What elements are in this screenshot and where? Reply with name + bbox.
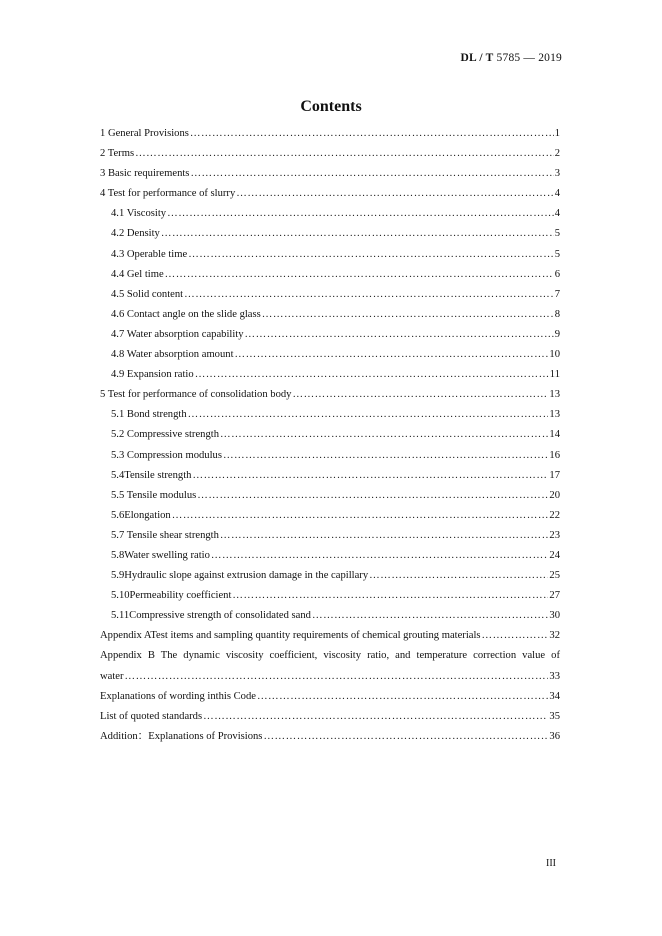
- toc-entry-page: 13: [549, 409, 560, 421]
- toc-entry[interactable]: [100, 707, 560, 727]
- toc-leader-dots: [220, 526, 548, 546]
- toc-entry-page: 5: [554, 248, 560, 260]
- toc-entry-page: 33: [549, 670, 560, 682]
- toc-entry-page: 30: [549, 610, 560, 622]
- toc-leader-dots: [236, 184, 553, 204]
- toc-entry[interactable]: [100, 164, 560, 184]
- toc-leader-dots: [195, 365, 549, 385]
- toc-main-entries: [100, 124, 560, 646]
- toc-leader-dots: [292, 385, 548, 405]
- toc-entry-page: 4: [554, 188, 560, 200]
- toc-entry-text: 4 Test for performance of slurry: [100, 188, 236, 200]
- toc-entry[interactable]: [100, 345, 560, 365]
- toc-entry[interactable]: [100, 184, 560, 204]
- toc-entry[interactable]: [100, 506, 560, 526]
- toc-entry-page: 22: [549, 509, 560, 521]
- toc-entry-appendix-b[interactable]: [100, 646, 560, 686]
- toc-entry[interactable]: [100, 466, 560, 486]
- toc-entry[interactable]: [100, 486, 560, 506]
- toc-leader-dots: [167, 204, 554, 224]
- toc-leader-dots: [220, 425, 548, 445]
- toc-entry-text: 4.5 Solid content: [111, 288, 184, 300]
- toc-tail-entries: [100, 687, 560, 747]
- toc-leader-dots: [190, 124, 554, 144]
- toc-entry-text: List of quoted standards: [100, 710, 203, 722]
- toc-entry[interactable]: [100, 425, 560, 445]
- toc-entry-text: Explanations of wording inthis Code: [100, 690, 256, 702]
- toc-entry[interactable]: [100, 285, 560, 305]
- toc-entry[interactable]: [100, 727, 560, 747]
- toc-entry-text: 4.7 Water absorption capability: [111, 328, 244, 340]
- toc-entry[interactable]: [100, 224, 560, 244]
- toc-leader-dots: [257, 687, 548, 707]
- toc-entry-text: 5.10Permeability coefficient: [111, 590, 232, 602]
- toc-leader-dots: [161, 224, 554, 244]
- toc-entry-page: 3: [554, 168, 560, 180]
- toc-entry-text: 3 Basic requirements: [100, 168, 190, 180]
- toc-entry-text: Appendix ATest items and sampling quantity requirements of chemical grouting materials: [100, 630, 481, 642]
- toc-entry[interactable]: [100, 626, 560, 646]
- toc-leader-dots: [197, 486, 548, 506]
- document-code-prefix: DL / T: [460, 52, 494, 64]
- toc-leader-dots: [188, 405, 549, 425]
- toc-entry-page: 32: [549, 630, 560, 642]
- toc-entry-text: 5.9Hydraulic slope against extrusion damage in the capillary: [111, 570, 369, 582]
- toc-entry[interactable]: [100, 365, 560, 385]
- toc-entry-page: 6: [554, 268, 560, 280]
- toc-entry-page: 7: [554, 288, 560, 300]
- toc-entry[interactable]: [100, 144, 560, 164]
- toc-entry-page: 20: [549, 489, 560, 501]
- toc-entry-text: 5.3 Compression modulus: [111, 449, 222, 461]
- toc-entry-text: 4.6 Contact angle on the slide glass: [111, 308, 261, 320]
- toc-entry-page: 13: [549, 389, 560, 401]
- toc-entry-page: 25: [549, 570, 560, 582]
- toc-entry-text: 4.8 Water absorption amount: [111, 349, 234, 361]
- toc-entry-page: 11: [549, 369, 560, 381]
- toc-entry-page: 14: [549, 429, 560, 441]
- toc-leader-dots: [172, 506, 549, 526]
- toc-entry-page: 4: [554, 208, 560, 220]
- toc-entry-text: water: [100, 670, 124, 682]
- toc-entry-page: 27: [549, 590, 560, 602]
- toc-leader-dots: [125, 667, 549, 687]
- toc-leader-dots: [312, 606, 548, 626]
- toc-entry-text: 5.6Elongation: [111, 509, 171, 521]
- toc-entry-text: 4.1 Viscosity: [111, 208, 167, 220]
- toc-entry-text: 5.4Tensile strength: [111, 469, 192, 481]
- page-number: III: [546, 858, 556, 869]
- toc-entry-text: 2 Terms: [100, 148, 135, 160]
- page-title: Contents: [300, 98, 362, 115]
- toc-entry-text: 1 General Provisions: [100, 128, 189, 139]
- toc-entry-page: 5: [554, 228, 560, 240]
- toc-entry[interactable]: [100, 385, 560, 405]
- toc-entry-text: 4.9 Expansion ratio: [111, 369, 194, 381]
- document-code-header: [461, 52, 562, 64]
- toc-entry-page: 23: [549, 529, 560, 541]
- toc-entry[interactable]: [100, 526, 560, 546]
- toc-entry[interactable]: [100, 204, 560, 224]
- table-of-contents: [100, 124, 560, 747]
- toc-leader-dots: [262, 305, 554, 325]
- toc-leader-dots: [190, 164, 553, 184]
- toc-leader-dots: [184, 285, 554, 305]
- toc-entry-page: 8: [554, 308, 560, 320]
- toc-entry[interactable]: [100, 586, 560, 606]
- toc-entry[interactable]: [100, 265, 560, 285]
- toc-entry-text: 5.11Compressive strength of consolidated sand: [111, 610, 311, 622]
- toc-entry-text: 5.8Water swelling ratio: [111, 549, 210, 561]
- toc-entry-text: 4.3 Operable time: [111, 248, 188, 260]
- toc-entry-text: 4.4 Gel time: [111, 268, 164, 280]
- toc-entry-text: 5.1 Bond strength: [111, 409, 187, 421]
- toc-entry-text: Addition：Explanations of Provisions: [100, 730, 263, 742]
- toc-leader-dots: [188, 245, 554, 265]
- toc-entry-text: 5.7 Tensile shear strength: [111, 529, 219, 541]
- toc-entry-page: 34: [549, 690, 560, 702]
- toc-entry-page: 1: [554, 128, 560, 139]
- toc-entry[interactable]: [100, 446, 560, 466]
- toc-leader-dots: [223, 446, 548, 466]
- toc-entry[interactable]: [100, 325, 560, 345]
- toc-leader-dots: [211, 546, 549, 566]
- toc-entry[interactable]: [100, 124, 560, 144]
- toc-entry[interactable]: [100, 687, 560, 707]
- toc-entry[interactable]: [100, 245, 560, 265]
- toc-leader-dots: [369, 566, 548, 586]
- toc-entry[interactable]: [100, 566, 560, 586]
- toc-entry-page: 24: [549, 549, 560, 561]
- toc-entry-page: 35: [549, 710, 560, 722]
- toc-leader-dots: [232, 586, 548, 606]
- toc-entry-text: 5.5 Tensile modulus: [111, 489, 197, 501]
- toc-entry[interactable]: [100, 405, 560, 425]
- document-code-number: 5785 — 2019: [493, 52, 562, 64]
- toc-entry-text: 4.2 Density: [111, 228, 160, 240]
- toc-leader-dots: [203, 707, 548, 727]
- toc-leader-dots: [263, 727, 548, 747]
- toc-entry-page: 16: [549, 449, 560, 461]
- toc-entry-page: 10: [549, 349, 560, 361]
- toc-leader-dots: [235, 345, 549, 365]
- toc-entry[interactable]: [100, 305, 560, 325]
- toc-entry[interactable]: [100, 546, 560, 566]
- toc-entry-page: 2: [554, 148, 560, 160]
- toc-leader-dots: [192, 466, 548, 486]
- toc-entry-text: 5.2 Compressive strength: [111, 429, 219, 441]
- toc-leader-dots: [245, 325, 554, 345]
- toc-entry-text: 5 Test for performance of consolidation body: [100, 389, 292, 401]
- toc-leader-dots: [482, 626, 549, 646]
- toc-entry-page: 9: [554, 328, 560, 340]
- toc-entry-page: 17: [549, 469, 560, 481]
- toc-leader-dots: [135, 144, 554, 164]
- toc-entry-page: 36: [549, 730, 560, 742]
- toc-entry[interactable]: [100, 606, 560, 626]
- toc-entry-text: Appendix B The dynamic viscosity coefficient, viscosity ratio, and temperature correction value of: [100, 650, 560, 662]
- toc-leader-dots: [165, 265, 554, 285]
